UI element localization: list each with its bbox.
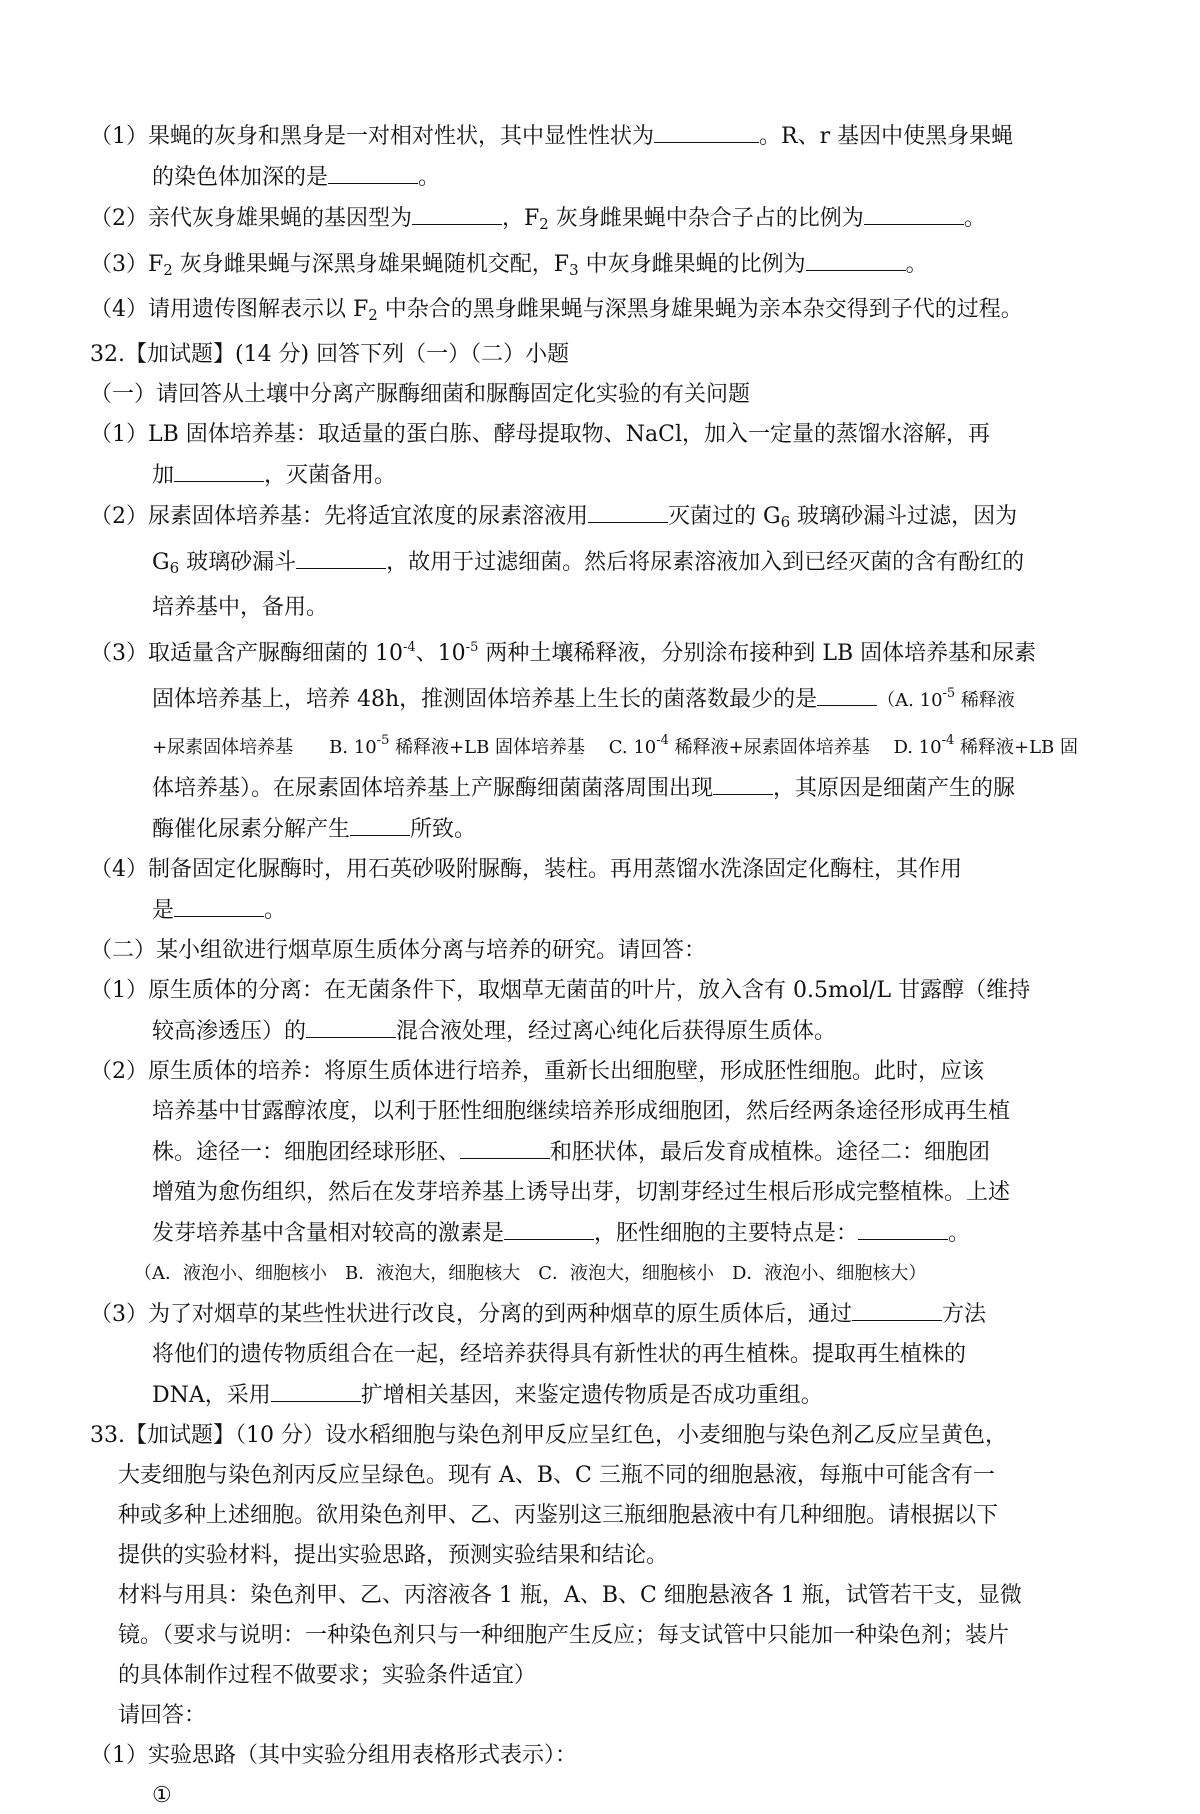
q32-1-item-4-line-2 (90, 892, 1104, 929)
q32-text: 。 (264, 898, 287, 923)
q31-text: 中灰身雌果蝇的比例为 (578, 252, 806, 277)
q31-item-2 (90, 200, 1104, 242)
q33-item-1 (90, 1738, 1104, 1774)
q32-2-item-3-line-3 (90, 1377, 1104, 1414)
q32-part1-heading (90, 377, 1104, 413)
q32-text: 固体培养基上，培养 48h，推测固体培养基上生长的菌落数最少的是 (152, 687, 818, 712)
q31-text: （3）F (90, 252, 164, 277)
q32-text: 灭菌过的 G (668, 504, 781, 529)
q32-1-item-3-line-1 (90, 630, 1104, 672)
q33-text: 材料与用具：染色剂甲、乙、丙溶液各 1 瓶，A、B、C 细胞悬液各 1 瓶，试管若干支，显微 (118, 1583, 1022, 1608)
q32-1-item-1-line-2 (90, 457, 1104, 494)
subscript: 3 (569, 261, 579, 279)
superscript: -4 (656, 733, 669, 748)
q32-text: （1）LB 固体培养基：取适量的蛋白胨、酵母提取物、NaCl，加入一定量的蒸馏水溶解，再 (90, 422, 991, 447)
q32-text: 玻璃砂漏斗 (179, 550, 297, 575)
answer-blank[interactable] (654, 118, 759, 143)
superscript: -4 (403, 640, 416, 655)
q31-text: （4）请用遗传图解表示以 F (90, 297, 369, 322)
q32-text: ，其原因是细菌产生的脲 (773, 776, 1016, 801)
q33-line-3 (90, 1498, 1104, 1534)
q33-line-5 (90, 1578, 1104, 1614)
q33-line-2 (90, 1458, 1104, 1494)
q33-line-4 (90, 1538, 1104, 1574)
option-text: +尿素固体培养基 B. 10 (152, 737, 377, 758)
q32-text: 、10 (415, 641, 466, 666)
q31-item-3 (90, 246, 1104, 288)
q32-text: 和胚状体，最后发育成植株。途径二：细胞团 (550, 1140, 991, 1165)
option-text: （A. 10 (877, 690, 943, 711)
q32-1-item-3-line-5 (90, 811, 1104, 848)
q31-item-1-line-1 (90, 118, 1104, 155)
answer-blank[interactable] (864, 200, 964, 225)
subscript: 6 (169, 559, 180, 577)
q33-text: 种或多种上述细胞。欲用染色剂甲、乙、丙鉴别这三瓶细胞悬液中有几种细胞。请根据以下 (118, 1503, 999, 1528)
q32-text: 培养基中甘露醇浓度，以利于胚性细胞继续培养形成细胞团，然后经两条途径形成再生植 (152, 1099, 1011, 1124)
q32-2-item-2-line-1 (90, 1054, 1104, 1090)
q31-item-1-line-2 (90, 159, 1104, 196)
q32-1-item-2-line-3 (90, 590, 1104, 626)
answer-blank[interactable] (328, 159, 418, 184)
q32-2-item-3-line-1 (90, 1296, 1104, 1333)
q32-text: 培养基中，备用。 (152, 595, 329, 620)
q32-2-item-2-line-3 (90, 1134, 1104, 1171)
answer-blank[interactable] (174, 457, 264, 482)
answer-blank[interactable] (174, 892, 264, 917)
superscript: -5 (376, 733, 390, 748)
q33-text: 请回答： (118, 1703, 207, 1728)
q32-text: 两种土壤稀释液，分别涂布接种到 LB 固体培养基和尿素 (478, 641, 1037, 666)
subscript: 2 (539, 215, 549, 233)
q32-text: ，胚性细胞的主要特点是： (594, 1221, 859, 1246)
q33-line-1 (90, 1418, 1104, 1454)
answer-blank[interactable] (858, 1215, 948, 1240)
q32-text: 较高渗透压）的 (152, 1019, 307, 1044)
answer-blank[interactable] (271, 1377, 361, 1402)
q32-text: 玻璃砂漏斗过滤，因为 (790, 504, 1018, 529)
q33-text: 大麦细胞与染色剂丙反应呈绿色。现有 A、B、C 三瓶不同的细胞悬液，每瓶中可能含有一 (118, 1463, 995, 1488)
part-heading: （一）请回答从土壤中分离产脲酶细菌和脲酶固定化实验的有关问题 (90, 382, 751, 407)
q32-text: 株。途径一：细胞团经球形胚、 (152, 1140, 461, 1165)
question-heading: 32.【加试题】(14 分) 回答下列（一）（二）小题 (90, 342, 570, 367)
answer-blank[interactable] (306, 1013, 396, 1038)
q32-text: （2）尿素固体培养基：先将适宜浓度的尿素溶液用 (90, 504, 588, 529)
q32-2-item-1-line-1 (90, 973, 1104, 1009)
q31-text: 灰身雌果蝇中杂合子占的比例为 (548, 206, 864, 231)
q32-text: （3）为了对烟草的某些性状进行改良，分离的到两种烟草的原生质体后，通过 (90, 1302, 852, 1327)
q32-text: ，灭菌备用。 (264, 463, 397, 488)
option-text: 稀释液+尿素固体培养基 D. 10 (668, 737, 942, 758)
q32-text: 将他们的遗传物质组合在一起，经培养获得具有新性状的再生植株。提取再生植株的 (152, 1342, 967, 1367)
q31-item-4 (90, 292, 1104, 333)
part-heading: （二）某小组欲进行烟草原生质体分离与培养的研究。请回答： (90, 938, 707, 963)
q33-text: 镜。（要求与说明：一种染色剂只与一种细胞产生反应；每支试管中只能加一种染色剂；装片 (118, 1623, 1010, 1648)
q32-1-item-2-line-2 (90, 544, 1104, 586)
answer-blank[interactable] (460, 1134, 550, 1159)
option-text: （A．液泡小、细胞核小 B．液泡大，细胞核大 C．液泡大，细胞核小 D．液泡小、细胞核大） (134, 1263, 927, 1284)
step-marker: ① (152, 1783, 172, 1808)
q31-text: 。R、r 基因中使黑身果蝇 (759, 124, 1014, 149)
q32-1-item-3-line-4 (90, 770, 1104, 807)
answer-blank[interactable] (806, 246, 906, 271)
q32-part2-heading (90, 933, 1104, 969)
q32-text: ，故用于过滤细菌。然后将尿素溶液加入到已经灭菌的含有酚红的 (386, 550, 1025, 575)
q32-text: （3）取适量含产脲酶细菌的 10 (90, 641, 403, 666)
q32-text: 酶催化尿素分解产生 (152, 817, 351, 842)
q32-text: （2）原生质体的培养：将原生质体进行培养，重新长出细胞壁，形成胚性细胞。此时，应该 (90, 1059, 985, 1084)
q32-text: 。 (948, 1221, 971, 1246)
q32-text: 增殖为愈伤组织，然后在发芽培养基上诱导出芽，切割芽经过生根后形成完整植株。上述 (152, 1180, 1011, 1205)
q32-text: 体培养基）。在尿素固体培养基上产脲酶细菌菌落周围出现 (152, 776, 714, 801)
q32-text: 所致。 (410, 817, 477, 842)
subscript: 2 (163, 261, 173, 279)
q33-line-6 (90, 1618, 1104, 1654)
answer-blank[interactable] (588, 498, 668, 523)
q32-text: 加 (152, 463, 175, 488)
q33-text: （1）实验思路（其中实验分组用表格形式表示）： (90, 1743, 577, 1768)
q32-1-item-2-line-1 (90, 498, 1104, 540)
answer-blank[interactable] (350, 811, 410, 836)
q32-2-item-3-line-2 (90, 1337, 1104, 1373)
superscript: -5 (942, 686, 956, 701)
q32-1-item-3-line-3 (90, 723, 1104, 766)
q33-line-7 (90, 1658, 1104, 1694)
q32-2-item-2-options (90, 1256, 1104, 1292)
q31-text: （1）果蝇的灰身和黑身是一对相对性状，其中显性性状为 (90, 124, 654, 149)
q32-2-item-2-line-5 (90, 1215, 1104, 1252)
q33-text: 提供的实验材料，提出实验思路，预测实验结果和结论。 (118, 1543, 669, 1568)
superscript: -5 (465, 640, 479, 655)
option-text: 稀释液+LB 固 (954, 737, 1078, 758)
q32-text: （1）原生质体的分离：在无菌条件下，取烟草无菌苗的叶片，放入含有 0.5mol/L 甘露醇（维持 (90, 978, 1031, 1003)
question-heading: 33.【加试题】（10 分）设水稻细胞与染色剂甲反应呈红色，小麦细胞与染色剂乙反应呈黄色， (90, 1423, 1007, 1448)
q33-line-8 (90, 1698, 1104, 1734)
q33-text: 的具体制作过程不做要求；实验条件适宜） (118, 1663, 537, 1688)
subscript: 6 (780, 513, 791, 531)
option-text: 稀释液 (955, 690, 1015, 711)
q32-text: 是 (152, 898, 175, 923)
subscript: 2 (368, 306, 378, 324)
q32-text: 混合液处理，经过离心纯化后获得原生质体。 (396, 1019, 837, 1044)
q32-text: 扩增相关基因，来鉴定遗传物质是否成功重组。 (360, 1383, 823, 1408)
answer-blank[interactable] (713, 770, 773, 795)
q31-text: 灰身雌果蝇与深黑身雄果蝇随机交配，F (172, 252, 570, 277)
answer-blank[interactable] (504, 1215, 594, 1240)
q31-text: 。 (905, 252, 928, 277)
superscript: -4 (941, 733, 955, 748)
q32-text: 方法 (942, 1302, 987, 1327)
q31-text: 。 (418, 165, 441, 190)
q31-text: 。 (963, 206, 986, 231)
q32-2-item-2-line-4 (90, 1175, 1104, 1211)
q32-heading (90, 337, 1104, 373)
q32-1-item-4-line-1 (90, 852, 1104, 888)
q33-item-1-step-1 (90, 1778, 1104, 1814)
q32-text: G (152, 550, 170, 575)
q32-2-item-1-line-2 (90, 1013, 1104, 1050)
q31-text: （2）亲代灰身雄果蝇的基因型为 (90, 206, 412, 231)
q31-text: ，F (502, 206, 540, 231)
q32-text: DNA，采用 (152, 1383, 271, 1408)
q32-1-item-3-line-2 (90, 676, 1104, 719)
answer-blank[interactable] (817, 681, 877, 706)
answer-blank[interactable] (412, 200, 502, 225)
q32-2-item-2-line-2 (90, 1094, 1104, 1130)
q32-1-item-1-line-1 (90, 417, 1104, 453)
q32-text: 发芽培养基中含量相对较高的激素是 (152, 1221, 505, 1246)
answer-blank[interactable] (296, 544, 386, 569)
option-text: 稀释液+LB 固体培养基 C. 10 (389, 737, 657, 758)
q31-text: 的染色体加深的是 (152, 165, 329, 190)
q32-text: （4）制备固定化脲酶时，用石英砂吸附脲酶，装柱。再用蒸馏水洗涤固定化酶柱，其作用 (90, 857, 963, 882)
answer-blank[interactable] (852, 1296, 942, 1321)
q31-text: 中杂合的黑身雌果蝇与深黑身雄果蝇为亲本杂交得到子代的过程。 (377, 297, 1023, 322)
